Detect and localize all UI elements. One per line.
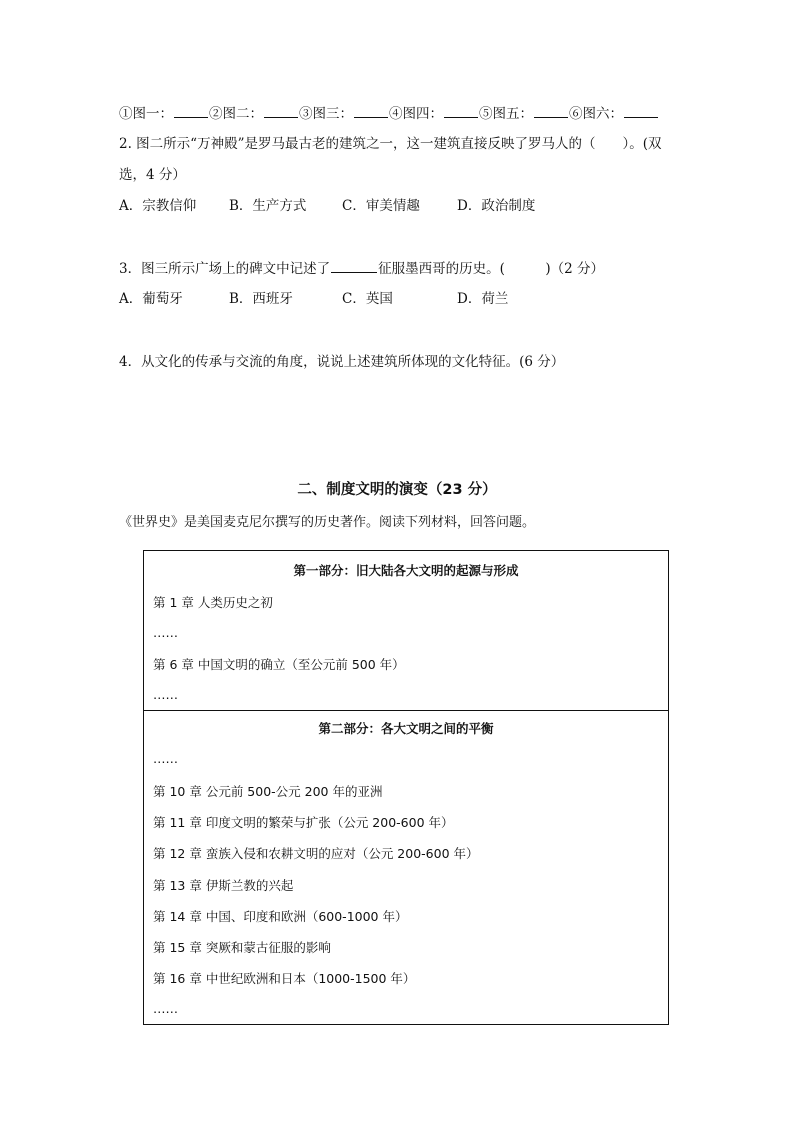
question-3-option-b[interactable]: B．西班牙 [229, 291, 293, 307]
figure-5-label: ⑤图五： [479, 106, 533, 122]
figure-4-blank[interactable] [444, 104, 478, 118]
figure-3-blank[interactable] [354, 104, 388, 118]
part-2-row: 第 10 章 公元前 500-公元 200 年的亚洲 [153, 784, 383, 799]
question-3-text [119, 259, 604, 278]
figure-2-label: ②图二： [209, 106, 263, 122]
figure-2-blank[interactable] [264, 104, 298, 118]
figure-answer-line [119, 104, 659, 123]
figure-1-label: ①图一： [119, 106, 173, 122]
part-1-row: 第 6 章 中国文明的确立（至公元前 500 年） [153, 657, 405, 672]
figure-6-blank[interactable] [624, 104, 658, 118]
part-1-row: …… [153, 625, 178, 640]
part-2-box [143, 710, 669, 1025]
part-2-row: 第 14 章 中国、印度和欧洲（600-1000 年） [153, 909, 408, 924]
question-2-line1: 2. 图二所示“万神殿”是罗马最古老的建筑之一，这一建筑直接反映了罗马人的（ ）。(双 [119, 136, 662, 152]
question-2-option-b[interactable]: B．生产方式 [229, 198, 307, 214]
part-2-row: 第 13 章 伊斯兰教的兴起 [153, 878, 294, 893]
part-2-row: 第 11 章 印度文明的繁荣与扩张（公元 200-600 年） [153, 815, 454, 830]
figure-1-blank[interactable] [174, 104, 208, 118]
part-1-row: …… [153, 687, 178, 702]
question-2-option-a[interactable]: A．宗教信仰 [119, 198, 197, 214]
part-2-row: 第 12 章 蛮族入侵和农耕文明的应对（公元 200-600 年） [153, 846, 479, 861]
part-2-title: 第二部分：各大文明之间的平衡 [318, 721, 494, 736]
part-2-row: 第 16 章 中世纪欧洲和日本（1000-1500 年） [153, 971, 416, 986]
part-1-title: 第一部分：旧大陆各大文明的起源与形成 [293, 563, 519, 578]
part-1-box [143, 550, 669, 711]
question-2-option-c[interactable]: C．审美情趣 [342, 198, 420, 214]
figure-6-label: ⑥图六： [569, 106, 623, 122]
question-3-option-d[interactable]: D．荷兰 [457, 291, 509, 307]
figure-4-label: ④图四： [389, 106, 443, 122]
section-2-intro: 《世界史》是美国麦克尼尔撰写的历史著作。阅读下列材料，回答问题。 [119, 515, 536, 530]
question-4-text: 4．从文化的传承与交流的角度，说说上述建筑所体现的文化特征。(6 分） [119, 354, 565, 370]
figure-3-label: ③图三： [299, 106, 353, 122]
part-2-row: …… [153, 1001, 178, 1016]
part-1-row: 第 1 章 人类历史之初 [153, 595, 273, 610]
section-2-heading: 二、制度文明的演变（23 分） [297, 482, 497, 498]
question-3-blank[interactable] [331, 259, 377, 273]
part-2-row: …… [153, 751, 178, 766]
question-3-text-after: 征服墨西哥的历史。( )（2 分） [378, 261, 605, 277]
part-2-row: 第 15 章 突厥和蒙古征服的影响 [153, 940, 331, 955]
figure-5-blank[interactable] [534, 104, 568, 118]
question-3-option-c[interactable]: C．英国 [342, 291, 393, 307]
question-3-text-before: 3．图三所示广场上的碑文中记述了 [119, 261, 331, 277]
question-3-option-a[interactable]: A．葡萄牙 [119, 291, 183, 307]
question-2-line2: 选，4 分） [119, 167, 186, 183]
question-2-option-d[interactable]: D．政治制度 [457, 198, 536, 214]
